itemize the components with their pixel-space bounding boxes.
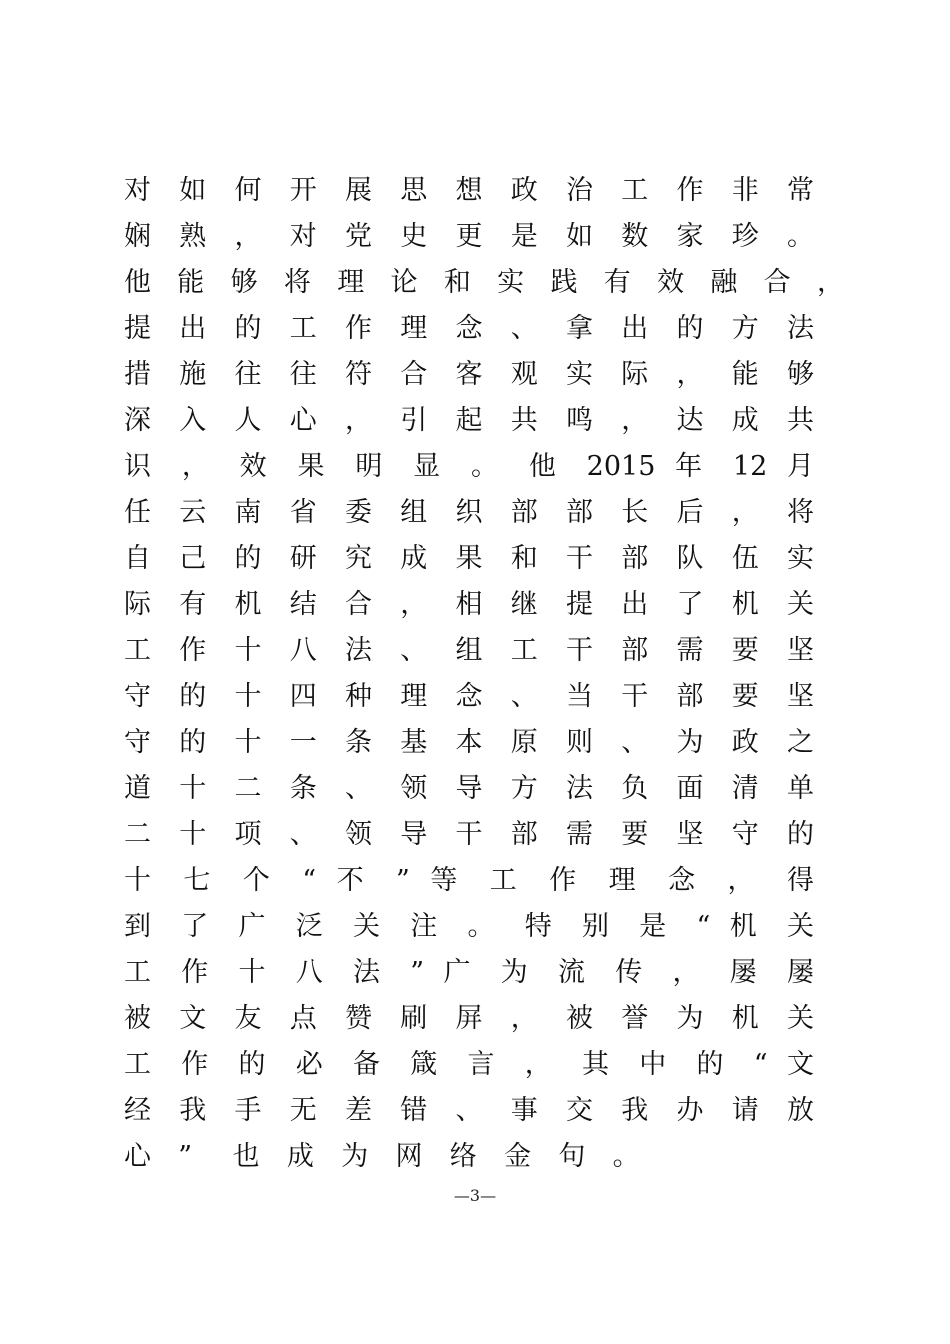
char: ” (178, 1141, 193, 1172)
text-line: 二 十 项 、 领 导 干 部 需 要 坚 守 的 (124, 819, 814, 850)
char: 心 (124, 1141, 151, 1172)
text-line: 经 我 手 无 差 错 、 事 交 我 办 请 放 (124, 1095, 814, 1126)
text-line: 识 ， 效 果 明 显 。 他 2015 年 12 月 (124, 451, 814, 482)
char: 。 (612, 1141, 640, 1172)
char: 络 (449, 1141, 477, 1172)
page-number: —3— (453, 1186, 497, 1205)
char: 为 (341, 1141, 369, 1172)
text-line: 他 能 够 将 理 论 和 实 践 有 效 融 合 ， (124, 267, 844, 298)
text-line: 娴 熟 ， 对 党 史 更 是 如 数 家 珍 。 (124, 221, 814, 252)
text-line: 任 云 南 省 委 组 织 部 部 长 后 ， 将 (124, 497, 814, 528)
char: 成 (286, 1141, 314, 1172)
text-line: 被 文 友 点 赞 刷 屏 ， 被 誉 为 机 关 (124, 1003, 814, 1034)
text-line: 工 作 的 必 备 箴 言 ， 其 中 的 “ 文 (124, 1049, 814, 1080)
text-line: 守 的 十 四 种 理 念 、 当 干 部 要 坚 (124, 681, 814, 712)
text-line: 到 了 广 泛 关 注 。 特 别 是 “ 机 关 (124, 911, 814, 942)
text-line: 道 十 二 条 、 领 导 方 法 负 面 清 单 (124, 773, 814, 804)
text-line: 提 出 的 工 作 理 念 、 拿 出 的 方 法 (124, 313, 814, 344)
text-line: 守 的 十 一 条 基 本 原 则 、 为 政 之 (124, 727, 814, 758)
text-line: 工 作 十 八 法 ” 广 为 流 传 ， 屡 屡 (124, 957, 814, 988)
text-line: 际 有 机 结 合 ， 相 继 提 出 了 机 关 (124, 589, 814, 620)
text-line: 工 作 十 八 法 、 组 工 干 部 需 要 坚 (124, 635, 814, 666)
char: 网 (395, 1141, 423, 1172)
char: 句 (558, 1141, 586, 1172)
text-line: 十 七 个 “ 不 ” 等 工 作 理 念 ， 得 (124, 865, 814, 896)
char: 金 (504, 1141, 532, 1172)
text-line-last (124, 1134, 814, 1180)
body-text (124, 168, 844, 1180)
text-line: 对 如 何 开 展 思 想 政 治 工 作 非 常 (124, 175, 814, 206)
text-line: 深 入 人 心 ， 引 起 共 鸣 ， 达 成 共 (124, 405, 814, 436)
text-line: 措 施 往 往 符 合 客 观 实 际 ， 能 够 (124, 359, 814, 390)
text-line: 自 己 的 研 究 成 果 和 干 部 队 伍 实 (124, 543, 814, 574)
char: 也 (232, 1141, 260, 1172)
